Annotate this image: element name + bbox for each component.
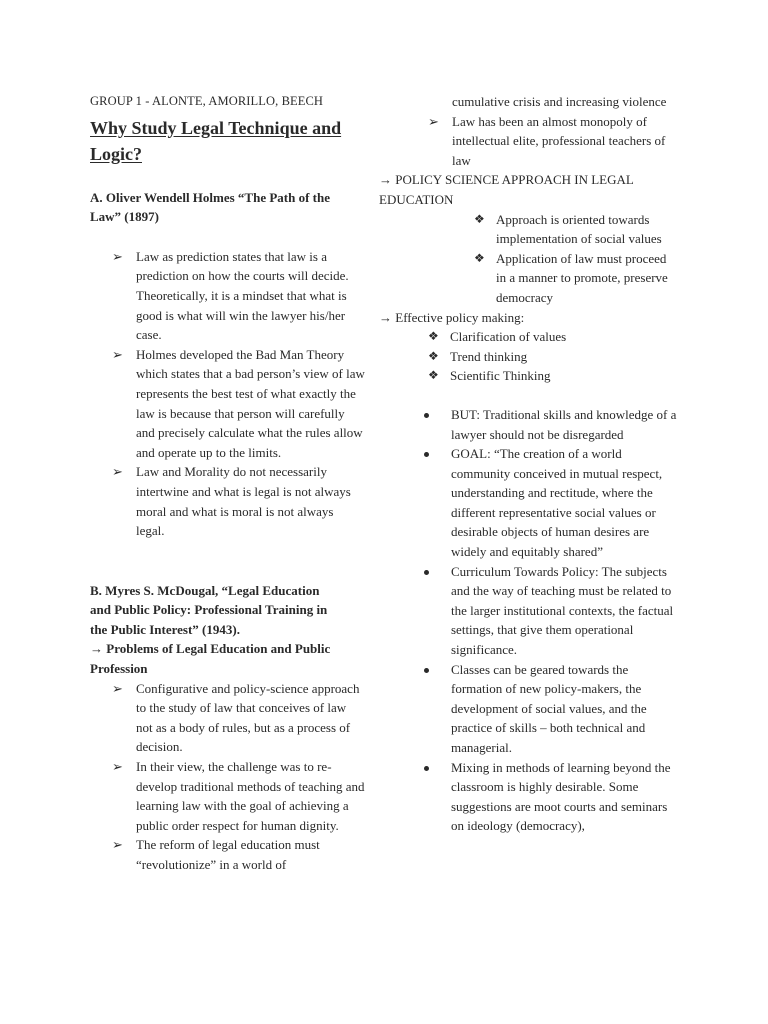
list-item xyxy=(406,660,678,758)
list-item-text: Trend thinking xyxy=(450,348,528,364)
list-item xyxy=(406,444,678,562)
policy-list xyxy=(474,210,678,308)
arrowhead-bullet-icon: ➢ xyxy=(112,346,123,362)
list-item-text: Law as prediction states that law is a prediction on how the courts will decide. Theoretically, it is a mindset that what is good is what will win the lawyer his/her case. xyxy=(136,248,349,343)
section-b-heading xyxy=(90,581,365,679)
section-b-subheading-line-2: Profession xyxy=(90,661,148,677)
arrowhead-bullet-icon: ➢ xyxy=(112,837,123,853)
list-item xyxy=(406,112,678,171)
list-item-text: Curriculum Towards Policy: The subjects and the way of teaching must be related to the larger institutional contexts, the factual settings, that give them operational significance. xyxy=(451,563,674,658)
list-item xyxy=(90,835,365,874)
list-item-text: Law and Morality do not necessarily intertwine and what is legal is not always moral and what is moral is not always legal. xyxy=(136,464,351,539)
policy-heading-line-2: EDUCATION xyxy=(379,191,454,207)
list-item xyxy=(406,562,678,660)
title-line-2: Logic? xyxy=(90,143,142,164)
list-item xyxy=(90,757,365,835)
arrowhead-bullet-icon: ➢ xyxy=(112,680,123,696)
effective-policy-list xyxy=(428,327,678,386)
diamond-bullet-icon: ❖ xyxy=(474,250,485,265)
list-item xyxy=(428,327,678,347)
list-item-text: Holmes developed the Bad Man Theory which states that a bad person’s view of law represents the best test of what exactly the law is because that person will carefully and precisely calculate what the rules allow and operate up to the limits. xyxy=(136,346,365,460)
list-item xyxy=(406,758,678,836)
monopoly-list xyxy=(406,112,678,171)
list-item xyxy=(90,247,365,345)
list-item-text: Law has been an almost monopoly of intellectual elite, professional teachers of law xyxy=(452,113,666,168)
document-title xyxy=(90,115,365,167)
dot-bullet-icon xyxy=(424,766,429,771)
diamond-bullet-icon: ❖ xyxy=(428,329,439,344)
continued-text: cumulative crisis and increasing violence xyxy=(452,94,667,109)
list-item-text: Configurative and policy-science approach to the study of law that conceives of law not as a body of rules, but as a process of decision. xyxy=(136,680,360,755)
arrowhead-bullet-icon: ➢ xyxy=(428,113,439,129)
section-b-heading-line-2: and Public Policy: Professional Training in xyxy=(90,602,328,618)
list-item-text: The reform of legal education must “revolutionize” in a world of xyxy=(136,837,320,872)
list-item-text: Clarification of values xyxy=(450,329,567,345)
effective-policy-heading: → Effective policy making: xyxy=(379,309,525,325)
section-b-list xyxy=(90,679,365,875)
policy-heading-line-1: → POLICY SCIENCE APPROACH IN LEGAL xyxy=(379,172,634,188)
list-item-text: Approach is oriented towards implementation of social values xyxy=(496,211,662,247)
section-b-subheading-line-1: → Problems of Legal Education and Public xyxy=(90,641,331,657)
arrowhead-bullet-icon: ➢ xyxy=(112,248,123,264)
list-item-text: In their view, the challenge was to re-develop traditional methods of teaching and learning law with the goal of achieving a public order respect for human dignity. xyxy=(136,759,365,833)
list-item-text: Scientific Thinking xyxy=(450,368,551,384)
section-a-list xyxy=(90,247,365,541)
group-members: GROUP 1 - ALONTE, AMORILLO, BEECH xyxy=(90,94,324,108)
list-item xyxy=(428,347,678,367)
list-item xyxy=(406,405,678,444)
list-item xyxy=(428,366,678,386)
list-item-text: Application of law must proceed in a manner to promote, preserve democracy xyxy=(496,250,668,305)
policy-heading xyxy=(379,170,678,209)
section-b-heading-line-3: the Public Interest” (1943). xyxy=(90,621,240,637)
diamond-bullet-icon: ❖ xyxy=(428,348,439,363)
right-column xyxy=(379,92,678,836)
list-item xyxy=(474,249,678,308)
title-line-1: Why Study Legal Technique and xyxy=(90,117,342,138)
list-item-text: GOAL: “The creation of a world community conceived in mutual respect, understanding and rectitude, where the different representative social values or desirable objects of human desires are widely and equitably shared” xyxy=(451,446,663,560)
arrowhead-bullet-icon: ➢ xyxy=(112,759,123,775)
left-column xyxy=(90,92,365,875)
section-a-heading-line-2: Law” (1897) xyxy=(90,209,159,225)
list-item-text: BUT: Traditional skills and knowledge of a lawyer should not be disregarded xyxy=(451,406,677,442)
list-item xyxy=(474,210,678,249)
dot-bullet-icon xyxy=(424,413,429,418)
section-a-heading xyxy=(90,188,365,227)
key-points-list xyxy=(406,405,678,836)
list-item xyxy=(90,462,365,540)
dot-bullet-icon xyxy=(424,452,429,457)
list-item-text: Mixing in methods of learning beyond the classroom is highly desirable. Some suggestions are moot courts and seminars on ideology (democracy), xyxy=(451,759,671,834)
diamond-bullet-icon: ❖ xyxy=(428,368,439,383)
list-item xyxy=(90,679,365,757)
section-b-heading-line-1: B. Myres S. McDougal, “Legal Education xyxy=(90,582,320,598)
dot-bullet-icon xyxy=(424,668,429,673)
diamond-bullet-icon: ❖ xyxy=(474,211,485,226)
dot-bullet-icon xyxy=(424,570,429,575)
list-item-text: Classes can be geared towards the formation of new policy-makers, the development of social values, and the practice of skills – both technical and managerial. xyxy=(451,661,647,755)
arrowhead-bullet-icon: ➢ xyxy=(112,464,123,480)
section-a-heading-line-1: A. Oliver Wendell Holmes “The Path of the xyxy=(90,189,331,205)
list-item xyxy=(90,345,365,463)
